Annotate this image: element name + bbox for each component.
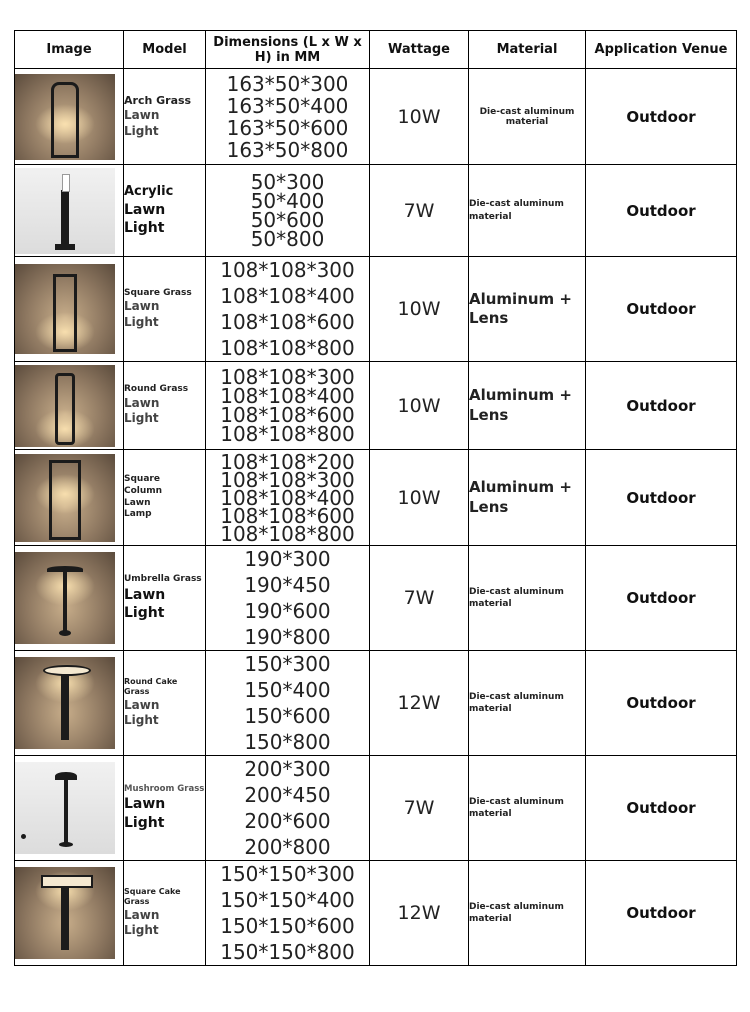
header-material: Material [469,31,586,69]
table-row [15,651,737,756]
material-cell: Aluminum + Lens [469,362,586,450]
table-row [15,362,737,450]
dimensions-cell: 108*108*300 108*108*400 108*108*600 108*108*800 [206,257,370,362]
dimensions-cell: 108*108*300 108*108*400 108*108*600 108*108*800 [206,362,370,450]
table-row [15,165,737,257]
dimensions-cell: 163*50*300 163*50*400 163*50*600 163*50*800 [206,69,370,165]
header-model: Model [124,31,206,69]
wattage-cell: 12W [370,651,469,756]
table-row [15,546,737,651]
wattage-cell: 12W [370,861,469,966]
model-cell: Mushroom Grass Lawn Light [124,756,206,861]
image-cell [15,165,124,257]
dimensions-cell: 190*300 190*450 190*600 190*800 [206,546,370,651]
dimensions-cell: 200*300 200*450 200*600 200*800 [206,756,370,861]
table-row [15,450,737,546]
model-cell: Square Grass Lawn Light [124,257,206,362]
material-cell: Die-cast aluminum material [469,546,586,651]
square-cake-grass-lamp-photo [15,867,115,959]
table-row [15,69,737,165]
image-cell [15,861,124,966]
venue-cell: Outdoor [586,69,737,165]
venue-cell: Outdoor [586,651,737,756]
wattage-cell: 10W [370,69,469,165]
model-cell: Square Column Lawn Lamp [124,450,206,546]
model-cell: Round Grass Lawn Light [124,362,206,450]
umbrella-grass-lamp-photo [15,552,115,644]
square-column-lamp-photo [15,454,115,542]
round-cake-grass-lamp-photo [15,657,115,749]
venue-cell: Outdoor [586,362,737,450]
wattage-cell: 10W [370,362,469,450]
image-cell [15,450,124,546]
image-cell [15,257,124,362]
arch-grass-lamp-photo [15,74,115,160]
model-cell: Square Cake Grass Lawn Light [124,861,206,966]
header-venue: Application Venue [586,31,737,69]
table-row [15,861,737,966]
model-cell: Arch Grass Lawn Light [124,69,206,165]
table-row [15,257,737,362]
wattage-cell: 7W [370,546,469,651]
header-dimensions: Dimensions (L x W x H) in MM [206,31,370,69]
model-cell: Acrylic Lawn Light [124,165,206,257]
venue-cell: Outdoor [586,861,737,966]
mushroom-grass-lamp-photo [15,762,115,854]
venue-cell: Outdoor [586,257,737,362]
wattage-cell: 7W [370,756,469,861]
model-cell: Round Cake Grass Lawn Light [124,651,206,756]
header-wattage: Wattage [370,31,469,69]
dimensions-cell: 150*150*300 150*150*400 150*150*600 150*150*800 [206,861,370,966]
dimensions-cell: 150*300 150*400 150*600 150*800 [206,651,370,756]
material-cell: Die-cast aluminum material [469,651,586,756]
material-cell: Aluminum + Lens [469,257,586,362]
venue-cell: Outdoor [586,756,737,861]
image-cell [15,362,124,450]
spec-table [14,30,737,966]
material-cell: Die-cast aluminum material [469,69,586,165]
wattage-cell: 10W [370,450,469,546]
header-row [15,31,737,69]
image-cell [15,69,124,165]
model-cell: Umbrella Grass Lawn Light [124,546,206,651]
material-cell: Die-cast aluminum material [469,165,586,257]
image-cell [15,756,124,861]
header-image: Image [15,31,124,69]
square-grass-lamp-photo [15,264,115,354]
dimensions-cell: 108*108*200 108*108*300 108*108*400 108*108*600 108*108*800 [206,450,370,546]
round-grass-lamp-photo [15,365,115,447]
venue-cell: Outdoor [586,546,737,651]
venue-cell: Outdoor [586,165,737,257]
wattage-cell: 10W [370,257,469,362]
image-cell [15,546,124,651]
material-cell: Die-cast aluminum material [469,861,586,966]
material-cell: Die-cast aluminum material [469,756,586,861]
venue-cell: Outdoor [586,450,737,546]
image-cell [15,651,124,756]
dimensions-cell: 50*300 50*400 50*600 50*800 [206,165,370,257]
material-cell: Aluminum + Lens [469,450,586,546]
acrylic-lamp-photo [15,168,115,254]
wattage-cell: 7W [370,165,469,257]
table-row [15,756,737,861]
